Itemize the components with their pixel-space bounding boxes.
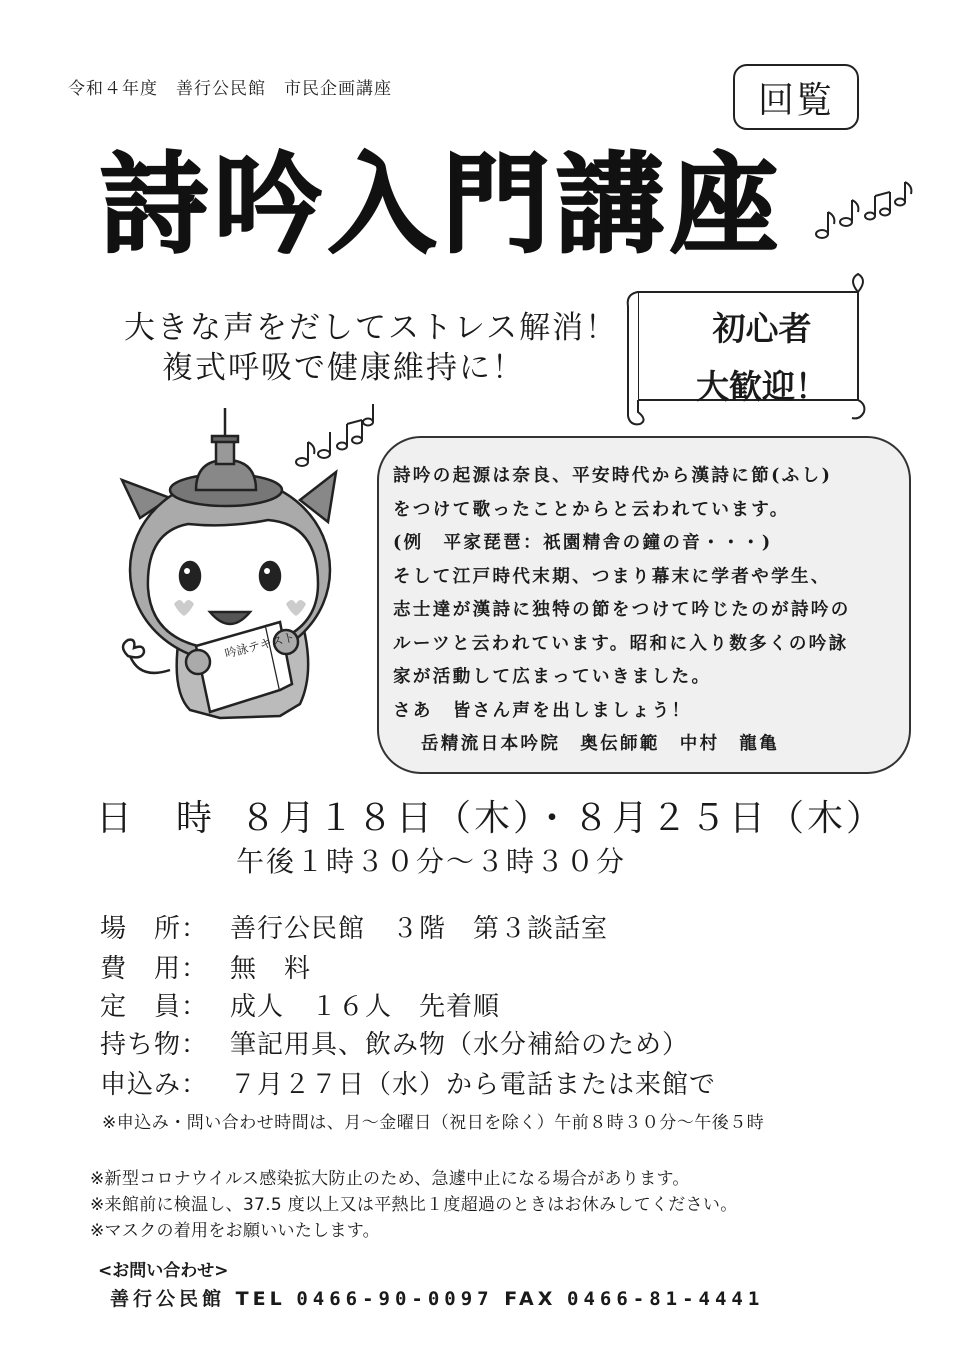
hours-note: ※申込み・問い合わせ時間は、月～金曜日（祝日を除く）午前８時３０分～午後５時 bbox=[102, 1113, 765, 1133]
subtitle-line-2: 複式呼吸で健康維持に！ bbox=[162, 350, 525, 386]
covid-note-2: ※来館前に検温し、37.5 度以上又は平熱比１度超過のときはお休みしてください。 bbox=[90, 1195, 738, 1215]
covid-note-3: ※マスクの着用をお願いいたします。 bbox=[90, 1221, 380, 1241]
schedule-time: 午後１時３０分～３時３０分 bbox=[236, 845, 627, 878]
tel-number[interactable]: 0466-90-0097 bbox=[296, 1288, 494, 1310]
detail-row-fee bbox=[100, 948, 311, 985]
info-box bbox=[377, 436, 911, 774]
circulation-badge: 回覧 bbox=[733, 64, 859, 130]
detail-value: 成人 １６人 先着順 bbox=[230, 992, 501, 1022]
contact-venue: 善行公民館 bbox=[110, 1288, 226, 1310]
detail-row-belongings bbox=[100, 1024, 689, 1061]
contact-line bbox=[110, 1284, 764, 1311]
info-line-7: 家が活動して広まっていきました。 bbox=[393, 667, 712, 687]
detail-label: 場 所： bbox=[100, 914, 209, 944]
tel-label: TEL bbox=[235, 1288, 286, 1310]
info-line-4: そして江戸時代末期、つまり幕末に学者や学生、 bbox=[393, 566, 831, 587]
mascot-illustration bbox=[100, 400, 420, 750]
detail-row-capacity bbox=[100, 986, 500, 1023]
detail-value: 善行公民館 ３階 第３談話室 bbox=[230, 914, 609, 944]
detail-label: 定 員： bbox=[100, 992, 209, 1022]
page-title: 詩吟入門講座 bbox=[100, 143, 785, 268]
info-line-2: をつけて歌ったことからと云われています。 bbox=[393, 499, 790, 520]
contact-title: <お問い合わせ> bbox=[98, 1261, 229, 1281]
detail-label: 申込み： bbox=[100, 1070, 209, 1100]
info-line-8: さあ 皆さん声を出しましょう！ bbox=[393, 700, 692, 721]
detail-value: ７月２７日（水）から電話または来館で bbox=[230, 1070, 717, 1100]
covid-note-1: ※新型コロナウイルス感染拡大防止のため、急遽中止になる場合があります。 bbox=[90, 1169, 690, 1189]
info-line-3: (例 平家琵琶：祇園精舎の鐘の音・・・) bbox=[393, 533, 773, 553]
fax-label: FAX bbox=[504, 1288, 557, 1310]
detail-row-venue bbox=[100, 908, 608, 945]
detail-value: 無 料 bbox=[230, 954, 312, 984]
detail-label: 費 用： bbox=[100, 954, 209, 984]
organizer-line: 令和４年度 善行公民館 市民企画講座 bbox=[68, 79, 392, 99]
instructor-signature: 岳精流日本吟院 奥伝師範 中村 龍亀 bbox=[421, 734, 780, 754]
subtitle-line-1: 大きな声をだしてストレス解消！ bbox=[124, 310, 619, 346]
welcome-text bbox=[672, 300, 852, 416]
detail-row-application bbox=[100, 1064, 716, 1101]
music-notes-icon bbox=[812, 176, 922, 246]
welcome-line-1: 初心者 bbox=[712, 309, 812, 348]
book-text: 吟詠テキスト bbox=[223, 629, 297, 661]
fax-number: 0466-81-4441 bbox=[567, 1288, 765, 1310]
detail-value: 筆記用具、飲み物（水分補給のため） bbox=[230, 1030, 690, 1060]
schedule-label: 日 時 bbox=[96, 798, 217, 839]
info-line-5: 志士達が漢詩に独特の節をつけて吟じたのが詩吟の bbox=[393, 600, 851, 620]
info-line-6: ルーツと云われています。昭和に入り数多くの吟詠 bbox=[393, 633, 849, 654]
welcome-line-2: 大歓迎！ bbox=[696, 367, 828, 406]
detail-label: 持ち物： bbox=[100, 1030, 209, 1060]
schedule-dates: ８月１８日（木）・８月２５日（木） bbox=[240, 798, 886, 839]
info-line-1: 詩吟の起源は奈良、平安時代から漢詩に節(ふし) bbox=[393, 466, 833, 486]
